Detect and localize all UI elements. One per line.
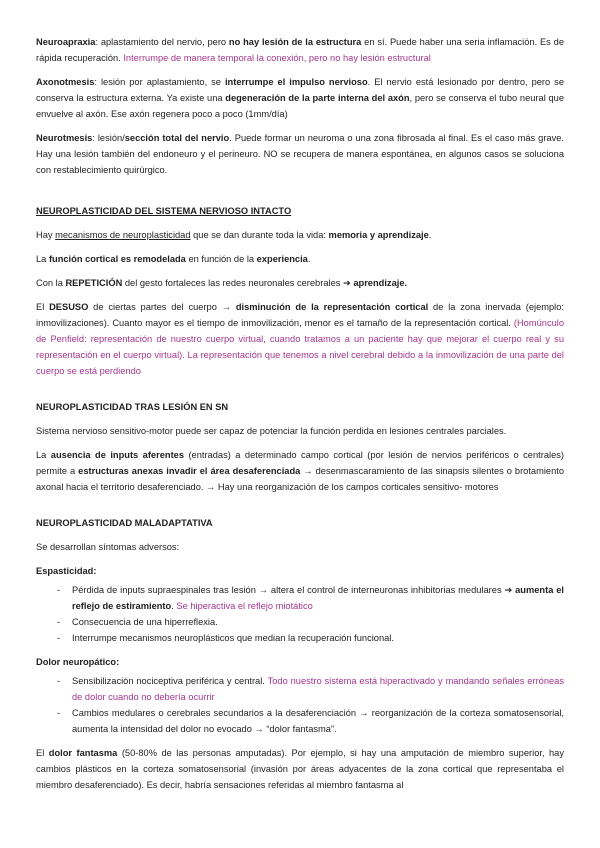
list-dolor-neuropatico <box>36 673 564 737</box>
highlight-note: Todo nuestro sistema está hiperactivado y mandando señales erróneas de dolor cuando no debería ocurrir <box>72 676 564 702</box>
heading-neuroplasticidad-maladaptativa: NEUROPLASTICIDAD MALADAPTATIVA <box>36 518 213 528</box>
highlight-note: (Homúnculo de Penfield: representación de nuestro cuerpo virtual, cuando tratamos a un paciente hay que mejorar el cuerpo real y su representación en el cuerpo virtual). La representación que tenemos a nivel cerebral debido a la inmovilización de una parte del cuerpo se está perdiendo <box>36 318 564 376</box>
text-span: El <box>36 748 49 758</box>
text-span: : lesión/ <box>92 133 125 143</box>
text-span: (entradas) a determinado campo cortical (por lesión de nervios periféricos o centrales) permite a <box>36 450 564 476</box>
spacer <box>36 186 564 203</box>
term-axonotmesis: Axonotmesis <box>36 77 95 87</box>
paragraph-sistema-nervioso: Sistema nervioso sensitivo-motor puede ser capaz de potenciar la función perdida en lesiones centrales parciales. <box>36 426 507 436</box>
term-neurotmesis: Neurotmesis <box>36 133 93 143</box>
paragraph-repeticion <box>36 275 564 291</box>
label-colon: : <box>116 657 120 667</box>
text-span: . El nervio está lesionado por dentro, pero se conserva la estructura externa. Ya existe una <box>36 77 564 103</box>
label-text: Dolor neuropático <box>36 657 117 667</box>
bold-span: ➔ aprendizaje. <box>342 278 408 288</box>
bold-span: estructuras anexas invadir el área desaferenciada <box>78 466 301 476</box>
text-span: Sensibilización nociceptiva periférica y central. <box>72 676 268 686</box>
list-espasticidad <box>36 582 564 646</box>
list-item <box>36 582 564 614</box>
paragraph-mecanismos <box>36 227 564 243</box>
text-span: . <box>307 254 311 264</box>
underlined-span: mecanismos de neuroplasticidad <box>55 230 191 240</box>
list-item <box>36 673 564 705</box>
text-span: La <box>36 450 51 460</box>
bold-span: memoria y aprendizaje <box>328 230 429 240</box>
text-span: (50-80% de las personas amputadas). Por ejemplo, si hay una amputación de miembro superior, hay cambios plásticos en la corteza somatosensorial (invasión por áreas adyacentes de la zona cortical que representaba el miembro desaferenciado). Es decir, habría sensaciones referidas al miembro fantasma al <box>36 748 565 790</box>
heading-neuroplasticidad-intacto: NEUROPLASTICIDAD DEL SISTEMA NERVIOSO INTACTO <box>36 206 292 216</box>
text-span: en sí. Puede haber una seria inflamación. Es de rápida recuperación. <box>36 37 564 63</box>
text-span: → desenmascaramiento de las sinapsis silentes o brotamiento axonal hacia el territorio desaferenciado. → Hay una reorganización de los campos corticales sensitivo- motores <box>36 466 564 492</box>
highlight-note: Se hiperactiva el reflejo miotático <box>176 601 313 611</box>
paragraph-desuso <box>36 299 564 379</box>
text-span: Con la <box>36 278 66 288</box>
paragraph-neurotmesis <box>36 130 564 178</box>
text-span: . <box>171 601 177 611</box>
text-span: , pero se conserva el tubo neural que envuelve al axón. Ese axón regenera poco a poco (1mm/día) <box>36 93 564 119</box>
text-span: El <box>36 302 50 312</box>
list-item: - Interrumpe mecanismos neuroplásticos que median la recuperación funcional. <box>36 630 564 646</box>
bold-span: REPETICIÓN <box>65 278 123 288</box>
bold-span: ➔ aumenta el reflejo de estiramiento <box>72 585 564 611</box>
bold-span: dolor fantasma <box>48 748 118 758</box>
bold-span: no hay lesión de la estructura <box>228 37 362 47</box>
spacer <box>36 387 564 399</box>
label-colon: : <box>93 566 97 576</box>
highlight-note: Interrumpe de manera temporal la conexión, pero no hay lesión estructural <box>123 53 431 63</box>
text-span: de la zona inervada (ejemplo: inmovilizaciones). Cuanto mayor es el tiempo de inmovilización, menor es el tamaño de la representación cortical. <box>36 302 564 328</box>
bold-span: sección total del nervio <box>124 133 230 143</box>
list-item: - Cambios medulares o cerebrales secundarios a la desaferenciación → reorganización de la corteza somatosensorial, aumenta la intensidad del dolor no evocado → “dolor fantasma”. <box>36 705 564 737</box>
paragraph-intro-sintomas: Se desarrollan síntomas adversos: <box>36 542 180 552</box>
heading-neuroplasticidad-lesion: NEUROPLASTICIDAD TRAS LESIÓN EN SN <box>36 402 229 412</box>
label-espasticidad <box>36 563 564 579</box>
document-page <box>36 34 564 801</box>
text-span: que se dan durante toda la vida: <box>190 230 329 240</box>
bold-span: experiencia <box>256 254 308 264</box>
text-span: en función de la <box>185 254 257 264</box>
text-span: : lesión por aplastamiento, se <box>94 77 225 87</box>
paragraph-axonotmesis <box>36 74 564 122</box>
label-text: Espasticidad <box>36 566 94 576</box>
text-span: Pérdida de inputs supraespinales tras lesión → altera el control de interneuronas inhibitorias medulares <box>72 585 505 595</box>
text-span: de ciertas partes del cuerpo → <box>88 302 236 312</box>
text-span: . <box>428 230 432 240</box>
label-dolor-neuropatico <box>36 654 564 670</box>
text-span: : aplastamiento del nervio, pero <box>95 37 229 47</box>
bold-span: interrumpe el impulso nervioso <box>224 77 368 87</box>
list-item: - Consecuencia de una hiperreflexia. <box>36 614 564 630</box>
paragraph-ausencia-inputs <box>36 447 564 495</box>
bold-span: disminución de la representación cortical <box>235 302 429 312</box>
bold-span: DESUSO <box>49 302 89 312</box>
text-span: La <box>36 254 49 264</box>
text-span: . Puede formar un neuroma o una zona fibrosada al final. Es el caso más grave. Hay una lesión también del endoneuro y el perineuro. NO se recupera de manera espontánea, en algunos casos se soluciona con restablecimiento quirúrgico. <box>36 133 564 175</box>
text-span: del gesto fortaleces las redes neuronales cerebrales <box>122 278 343 288</box>
paragraph-dolor-fantasma <box>36 745 564 793</box>
spacer <box>36 503 564 515</box>
paragraph-funcion-cortical <box>36 251 564 267</box>
text-span: Hay <box>36 230 56 240</box>
bold-span: degeneración de la parte interna del axón <box>225 93 410 103</box>
paragraph-neuroapraxia <box>36 34 564 66</box>
bold-span: ausencia de inputs aferentes <box>50 450 185 460</box>
term-neuroapraxia: Neuroapraxia <box>36 37 96 47</box>
bold-span: función cortical es remodelada <box>48 254 186 264</box>
